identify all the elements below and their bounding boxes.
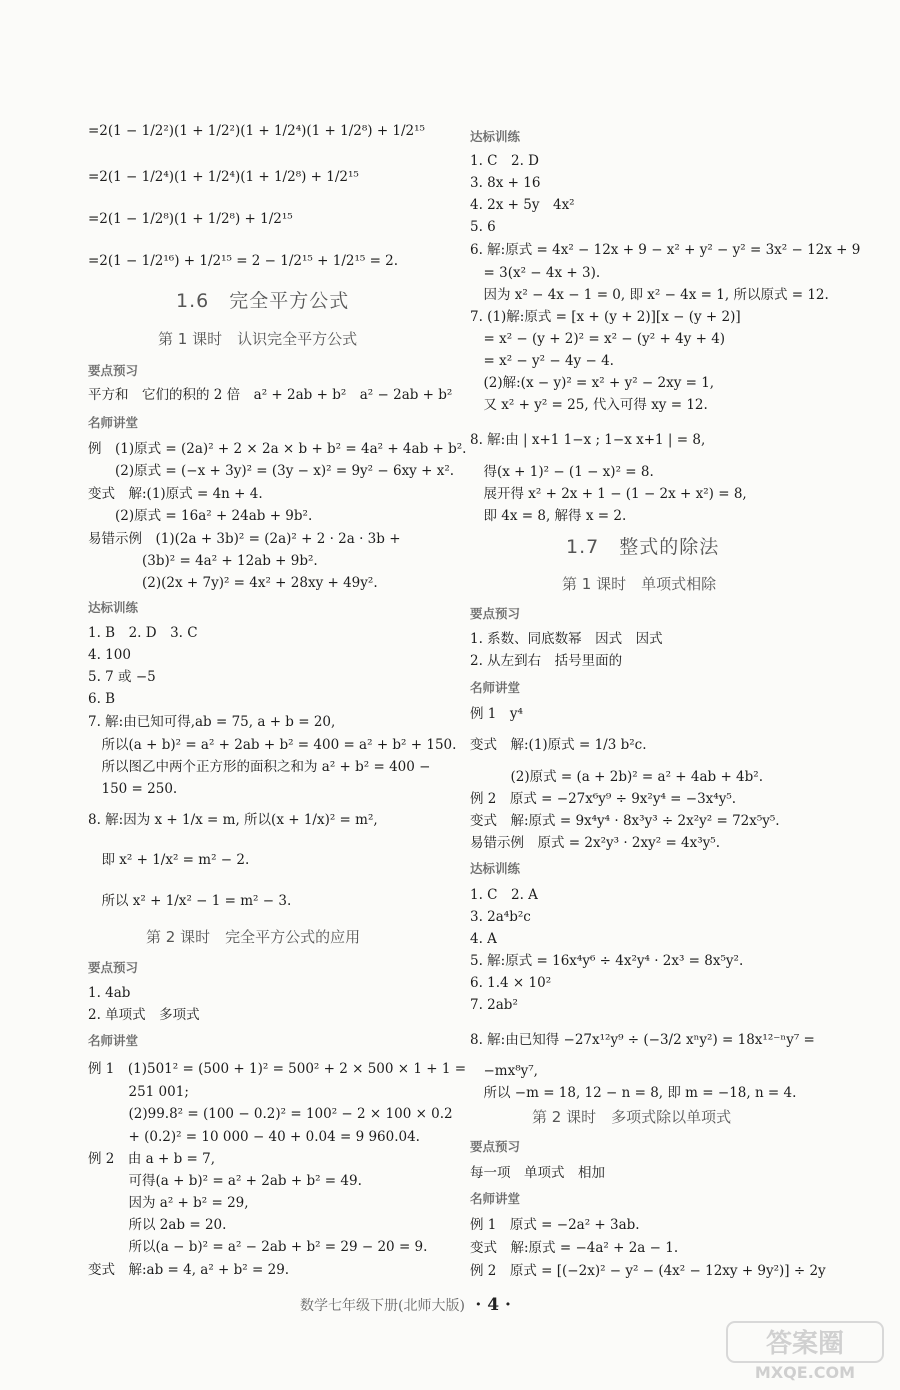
watermark-logo [725, 1318, 885, 1382]
subsection-heading: 要点预习 [470, 1139, 521, 1154]
answer-line: 因为 a² + b² = 29, [88, 1195, 249, 1211]
answer-line: 1. B 2. D 3. C [88, 625, 198, 641]
answer-line: 例 1 y⁴ [470, 706, 523, 722]
answer-line: 所以(a − b)² = a² − 2ab + b² = 29 − 20 = 9. [88, 1239, 428, 1255]
answer-line: + (0.2)² = 10 000 − 40 + 0.04 = 9 960.04. [88, 1129, 420, 1145]
answer-line: 变式 解:(1)原式 = 1/3 b²c. [470, 737, 647, 753]
answer-line: 易错示例 原式 = 2x²y³ · 2xy² = 4x³y⁵. [470, 835, 721, 851]
answer-line: 变式 解:原式 = −4a² + 2a − 1. [470, 1240, 679, 1256]
page-number: · 4 · [475, 1295, 511, 1315]
answer-line: 即 x² + 1/x² = m² − 2. [88, 852, 250, 868]
subsection-heading: 名师讲堂 [470, 680, 521, 695]
page-footer [300, 1295, 511, 1315]
svg-text:答案圈: 答案圈 [765, 1329, 845, 1359]
answer-line: 展开得 x² + 2x + 1 − (1 − 2x + x²) = 8, [470, 486, 747, 502]
lesson-title: 第 2 课时 多项式除以单项式 [532, 1108, 732, 1126]
answer-line: 7. 2ab² [470, 997, 518, 1013]
answer-line: 变式 解:ab = 4, a² + b² = 29. [88, 1262, 290, 1278]
answer-line: 7. 解:由已知可得,ab = 75, a + b = 20, [88, 714, 336, 730]
answer-line: 1. C 2. A [470, 887, 538, 903]
answer-line: 6. B [88, 691, 116, 707]
answer-line: 得(x + 1)² − (1 − x)² = 8. [470, 464, 654, 480]
answer-line: 即 4x = 8, 解得 x = 2. [470, 508, 627, 524]
subsection-heading: 名师讲堂 [88, 415, 139, 430]
subsection-heading: 达标训练 [88, 600, 139, 615]
answer-line: =2(1 − 1/2⁴)(1 + 1/2⁴)(1 + 1/2⁸) + 1/2¹⁵ [88, 169, 359, 185]
svg-text:MXQE.COM: MXQE.COM [754, 1363, 856, 1382]
answer-line: 7. (1)解:原式 = [x + (y + 2)][x − (y + 2)] [470, 309, 741, 325]
subsection-heading: 达标训练 [470, 129, 521, 144]
answer-line: (2)原式 = (−x + 3y)² = (3y − x)² = 9y² − 6xy + x². [88, 463, 455, 479]
section-title: 1.7 整式的除法 [566, 536, 720, 558]
answer-line: 易错示例 (1)(2a + 3b)² = (2a)² + 2 · 2a · 3b + [88, 531, 401, 547]
answer-line: 6. 1.4 × 10² [470, 975, 552, 991]
answer-line: 例 2 原式 = [(−2x)² − y² − (4x² − 12xy + 9y²)] ÷ 2y [470, 1263, 826, 1279]
subsection-heading: 要点预习 [470, 606, 521, 621]
answer-line: 例 2 原式 = −27x⁶y⁹ ÷ 9x²y⁴ = −3x⁴y⁵. [470, 791, 737, 807]
answer-line: 因为 x² − 4x − 1 = 0, 即 x² − 4x = 1, 所以原式 = 12. [470, 287, 829, 303]
answer-line: 变式 解:(1)原式 = 4n + 4. [88, 486, 263, 502]
answer-line: = 3(x² − 4x + 3). [470, 265, 601, 281]
answer-line: (2)99.8² = (100 − 0.2)² = 100² − 2 × 100 × 0.2 [88, 1106, 453, 1122]
answer-line: 所以(a + b)² = a² + 2ab + b² = 400 = a² + b² + 150. [88, 737, 457, 753]
answer-line: 又 x² + y² = 25, 代入可得 xy = 12. [470, 397, 708, 413]
answer-line: 所以 x² + 1/x² − 1 = m² − 3. [88, 893, 292, 909]
answer-line: 3. 2a⁴b²c [470, 909, 531, 925]
answer-line: 每一项 单项式 相加 [470, 1165, 605, 1181]
answer-line: (2)原式 = (a + 2b)² = a² + 4ab + 4b². [470, 769, 763, 785]
answer-line: 5. 解:原式 = 16x⁴y⁶ ÷ 4x²y⁴ · 2x³ = 8x⁵y². [470, 953, 744, 969]
answer-line: (2)(2x + 7y)² = 4x² + 28xy + 49y². [88, 575, 378, 591]
answer-line: 4. 100 [88, 647, 131, 663]
answer-line: 5. 6 [470, 219, 496, 235]
answer-line: 例 1 (1)501² = (500 + 1)² = 500² + 2 × 500 × 1 + 1 = [88, 1061, 467, 1077]
answer-line: 所以图乙中两个正方形的面积之和为 a² + b² = 400 − [88, 759, 431, 775]
answer-line: =2(1 − 1/2²)(1 + 1/2²)(1 + 1/2⁴)(1 + 1/2⁸) + 1/2¹⁵ [88, 123, 425, 139]
answer-line: = x² − y² − 4y − 4. [470, 353, 614, 369]
subsection-heading: 达标训练 [470, 861, 521, 876]
answer-line: −mx⁸y⁷, [470, 1063, 538, 1079]
answer-line: 8. 解:因为 x + 1/x = m, 所以(x + 1/x)² = m², [88, 812, 378, 828]
answer-line: 3. 8x + 16 [470, 175, 541, 191]
subsection-heading: 要点预习 [88, 960, 139, 975]
answer-line: 可得(a + b)² = a² + 2ab + b² = 49. [88, 1173, 362, 1189]
answer-line: 251 001; [88, 1084, 189, 1100]
lesson-title: 第 1 课时 单项式相除 [562, 575, 717, 593]
answer-line: 2. 单项式 多项式 [88, 1007, 200, 1023]
answer-line: 1. C 2. D [470, 153, 539, 169]
answer-line: 8. 解:由已知得 −27x¹²y⁹ ÷ (−3/2 xⁿy²) = 18x¹²⁻ⁿy⁷ = [470, 1032, 815, 1048]
subsection-heading: 名师讲堂 [470, 1191, 521, 1206]
answer-line: = x² − (y + 2)² = x² − (y² + 4y + 4) [470, 331, 726, 347]
answer-line: 2. 从左到右 括号里面的 [470, 653, 623, 669]
subsection-heading: 名师讲堂 [88, 1033, 139, 1048]
answer-line: 4. A [470, 931, 497, 947]
lesson-title: 第 1 课时 认识完全平方公式 [158, 330, 358, 348]
answer-line: (3b)² = 4a² + 12ab + 9b². [88, 553, 318, 569]
answer-line: 所以 2ab = 20. [88, 1217, 227, 1233]
answer-line: 4. 2x + 5y 4x² [470, 197, 575, 213]
answer-line: 所以 −m = 18, 12 − n = 8, 即 m = −18, n = 4. [470, 1085, 797, 1101]
answer-line: 6. 解:原式 = 4x² − 12x + 9 − x² + y² − y² = 3x² − 12x + 9 [470, 242, 861, 258]
subsection-heading: 要点预习 [88, 363, 139, 378]
answer-line: 例 (1)原式 = (2a)² + 2 × 2a × b + b² = 4a² + 4ab + b². [88, 441, 467, 457]
answer-line: (2)原式 = 16a² + 24ab + 9b². [88, 508, 313, 524]
lesson-title: 第 2 课时 完全平方公式的应用 [146, 928, 361, 946]
section-title: 1.6 完全平方公式 [176, 290, 350, 312]
answer-line: 1. 4ab [88, 985, 131, 1001]
answer-line: 8. 解:由 | x+1 1−x ; 1−x x+1 | = 8, [470, 432, 706, 448]
answer-line: 平方和 它们的积的 2 倍 a² + 2ab + b² a² − 2ab + b² [88, 387, 453, 403]
answer-line: 5. 7 或 −5 [88, 669, 156, 685]
answer-line: 150 = 250. [88, 781, 178, 797]
answer-line: 例 1 原式 = −2a² + 3ab. [470, 1217, 640, 1233]
book-title: 数学七年级下册(北师大版) [300, 1298, 465, 1314]
answer-line: (2)解:(x − y)² = x² + y² − 2xy = 1, [470, 375, 715, 391]
answer-line: 变式 解:原式 = 9x⁴y⁴ · 8x³y³ ÷ 2x²y² = 72x⁵y⁵. [470, 813, 780, 829]
answer-line: =2(1 − 1/2¹⁶) + 1/2¹⁵ = 2 − 1/2¹⁵ + 1/2¹⁵ = 2. [88, 253, 399, 269]
answer-line: =2(1 − 1/2⁸)(1 + 1/2⁸) + 1/2¹⁵ [88, 211, 293, 227]
answer-line: 例 2 由 a + b = 7, [88, 1151, 216, 1167]
answer-line: 1. 系数、同底数幂 因式 因式 [470, 631, 663, 647]
